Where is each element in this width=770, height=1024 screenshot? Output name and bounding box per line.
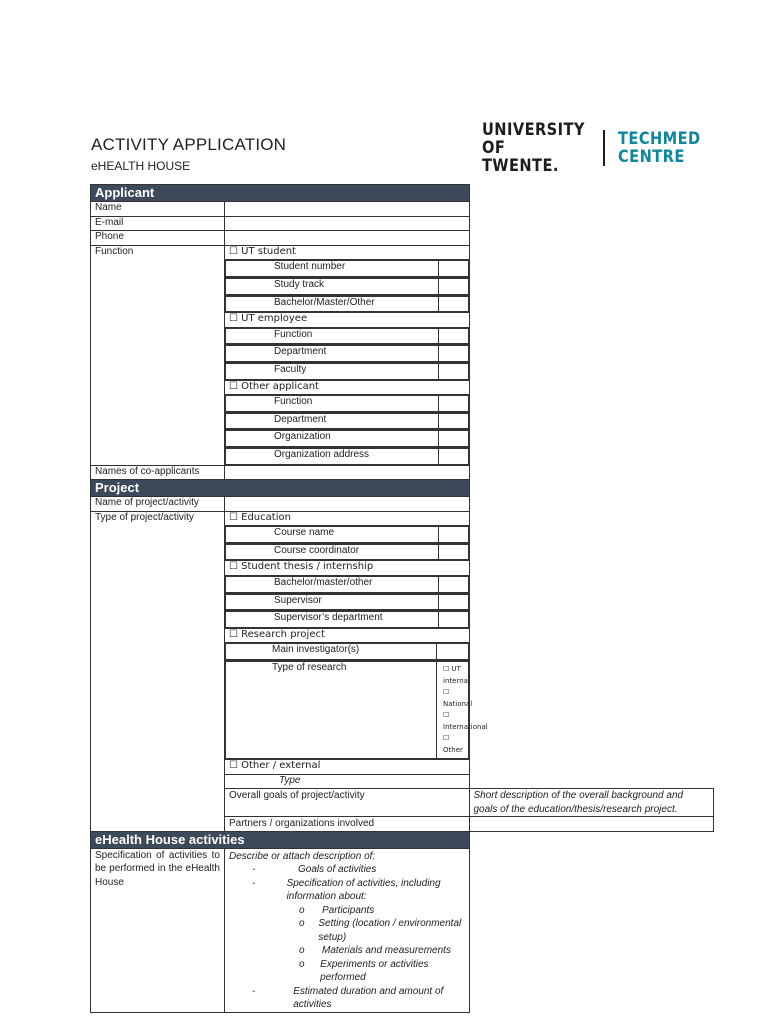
field-label: Course coordinator (226, 544, 439, 560)
supervisor-department-field[interactable] (439, 612, 469, 628)
document-title: ACTIVITY APPLICATION (91, 135, 287, 154)
list-item (229, 877, 465, 904)
employee-department-field[interactable] (439, 346, 469, 362)
field-label: Department (226, 413, 439, 429)
list-item (229, 958, 465, 985)
dash-bullet: - (252, 864, 256, 876)
circle-bullet: o (299, 918, 305, 930)
field-label: Supervisor (226, 594, 439, 610)
table-row (91, 216, 714, 231)
description-intro: Describe or attach description of: (229, 850, 376, 862)
table-row (91, 202, 714, 217)
thesis-checkbox[interactable]: ☐ Student thesis / internship (225, 561, 470, 576)
list-item-text: Experiments or activities performed (320, 958, 429, 984)
list-item-text: Participants (322, 904, 375, 916)
partners-field[interactable] (469, 817, 714, 832)
main-investigator-field[interactable] (437, 644, 469, 660)
field-label: Names of co-applicants (91, 465, 225, 480)
field-label: Main investigator(s) (226, 644, 437, 660)
organization-address-field[interactable] (439, 448, 469, 464)
activities-description-field[interactable] (225, 848, 470, 1012)
organization-field[interactable] (439, 431, 469, 447)
logo-divider (603, 130, 605, 166)
logo-line: CENTRE (618, 147, 685, 167)
field-label: Phone (91, 231, 225, 246)
ut-employee-checkbox[interactable]: ☐ UT employee (225, 313, 470, 328)
co-applicants-field[interactable] (225, 465, 470, 480)
section-heading: Project (91, 480, 470, 497)
field-label: E-mail (91, 216, 225, 231)
other-external-checkbox[interactable]: ☐ Other / external (225, 760, 470, 775)
email-field[interactable] (225, 216, 470, 231)
field-label: Partners / organizations involved (225, 817, 470, 832)
table-row (91, 465, 714, 480)
project-name-field[interactable] (225, 497, 470, 512)
list-item-text: Specification of activities, including information about: (286, 877, 441, 903)
international-checkbox[interactable]: ☐ International (443, 711, 488, 731)
list-item (229, 904, 465, 918)
table-row (91, 497, 714, 512)
logo-line: OF TWENTE. (482, 138, 559, 176)
ut-internal-checkbox[interactable]: ☐ UT internal (443, 665, 470, 685)
field-label: Supervisor’s department (226, 612, 439, 628)
degree-field[interactable] (439, 296, 469, 312)
research-checkbox[interactable]: ☐ Research project (225, 628, 470, 643)
logo-line: UNIVERSITY (482, 120, 585, 140)
supervisor-field[interactable] (439, 594, 469, 610)
field-label: Bachelor/Master/Other (226, 296, 439, 312)
field-label: Name of project/activity (91, 497, 225, 512)
circle-bullet: o (299, 904, 305, 916)
table-row (91, 231, 714, 246)
table-row (91, 245, 714, 260)
field-label: Overall goals of project/activity (225, 789, 470, 817)
field-label: Name (91, 202, 225, 217)
phone-field[interactable] (225, 231, 470, 246)
field-label: Student number (226, 261, 439, 277)
field-label: Type of research (226, 662, 437, 759)
techmed-logo-text (618, 130, 701, 166)
field-label: Course name (226, 527, 439, 543)
field-label: Specification of activities to be performed in the eHealth House (91, 848, 225, 1012)
section-heading: eHealth House activities (91, 831, 470, 848)
type-field[interactable]: Type (225, 774, 470, 789)
ut-student-checkbox[interactable]: ☐ UT student (225, 245, 470, 260)
study-track-field[interactable] (439, 278, 469, 294)
goals-field[interactable]: Short description of the overall background and goals of the education/thesis/research project. (469, 789, 714, 817)
list-item-text: Setting (location / environmental setup) (318, 918, 462, 943)
list-item-text: Estimated duration and amount of activities (293, 985, 444, 1011)
table-row (91, 511, 714, 526)
list-item (229, 917, 465, 944)
other-research-checkbox[interactable]: ☐ Other (443, 734, 463, 754)
field-label: Faculty (226, 363, 439, 379)
course-name-field[interactable] (439, 527, 469, 543)
field-label: Function (226, 396, 439, 412)
university-logo (482, 120, 714, 176)
list-item-text: Materials and measurements (322, 945, 451, 957)
field-label: Organization address (226, 448, 439, 464)
table-row (91, 848, 714, 1012)
section-project (91, 480, 714, 497)
field-label: Study track (226, 278, 439, 294)
student-number-field[interactable] (439, 261, 469, 277)
field-label: Function (91, 245, 225, 465)
application-form (90, 184, 714, 1013)
national-checkbox[interactable]: ☐ National (443, 688, 473, 708)
section-activities (91, 831, 714, 848)
field-label: Function (226, 328, 439, 344)
employee-faculty-field[interactable] (439, 363, 469, 379)
list-item (229, 863, 465, 877)
thesis-degree-field[interactable] (439, 577, 469, 593)
ut-logo-text (482, 120, 585, 176)
field-label: Department (226, 346, 439, 362)
field-label: Organization (226, 431, 439, 447)
other-department-field[interactable] (439, 413, 469, 429)
dash-bullet: - (252, 985, 256, 997)
section-applicant (91, 185, 714, 202)
employee-function-field[interactable] (439, 328, 469, 344)
list-item (229, 944, 465, 958)
list-item (229, 985, 465, 1012)
name-field[interactable] (225, 202, 470, 217)
circle-bullet: o (299, 958, 305, 970)
other-applicant-checkbox[interactable]: ☐ Other applicant (225, 380, 470, 395)
dash-bullet: - (252, 877, 256, 889)
logo-line: TECHMED (618, 129, 701, 149)
circle-bullet: o (299, 945, 305, 957)
education-checkbox[interactable]: ☐ Education (225, 511, 470, 526)
field-label: Bachelor/master/other (226, 577, 439, 593)
document-subtitle: eHEALTH HOUSE (91, 159, 191, 173)
section-heading: Applicant (91, 185, 470, 202)
research-type-options (437, 662, 488, 759)
field-label: Type of project/activity (91, 511, 225, 831)
course-coordinator-field[interactable] (439, 544, 469, 560)
list-item-text: Goals of activities (298, 864, 377, 876)
other-function-field[interactable] (439, 396, 469, 412)
